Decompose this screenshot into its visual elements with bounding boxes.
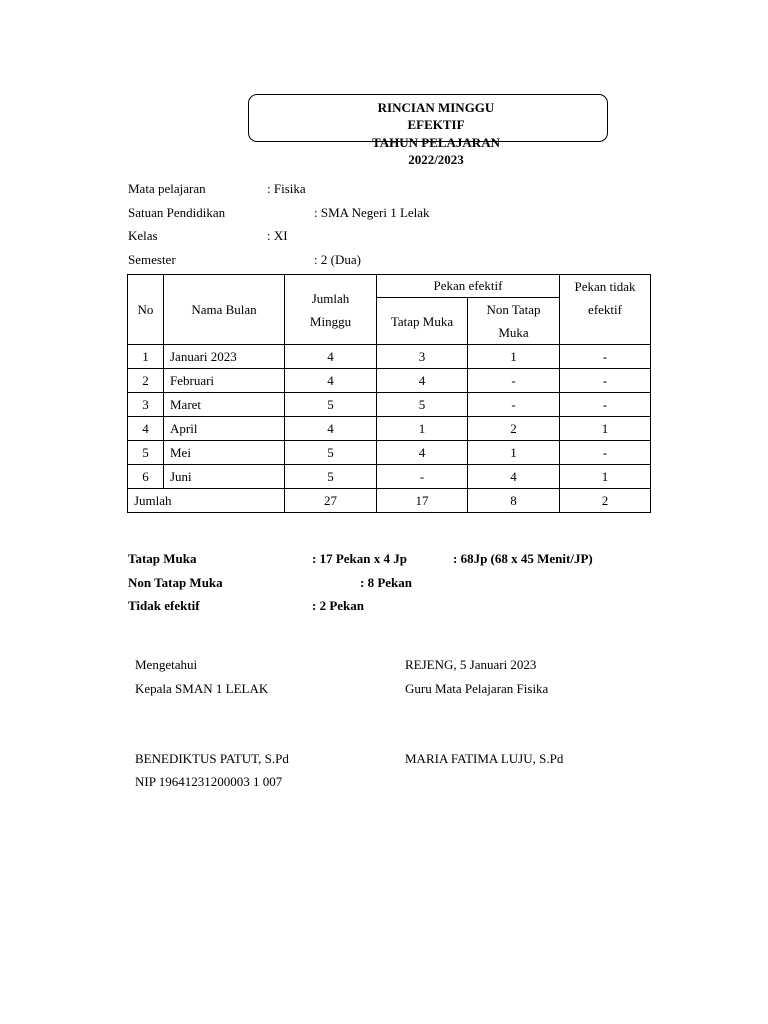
row-face: 5	[377, 393, 468, 417]
sig-left-name: BENEDIKTUS PATUT, S.Pd	[135, 751, 289, 766]
row-month: Mei	[164, 441, 285, 465]
table-row	[128, 417, 651, 441]
sig-left-nip: NIP 19641231200003 1 007	[135, 774, 283, 789]
row-nonface: 1	[468, 441, 560, 465]
sig-right-line1: REJENG, 5 Januari 2023	[405, 657, 537, 672]
school-label: Satuan Pendidikan	[128, 205, 226, 220]
row-no: 5	[128, 441, 164, 465]
row-no: 3	[128, 393, 164, 417]
row-month: Juni	[164, 465, 285, 489]
row-noneff: -	[560, 369, 651, 393]
summary-noneff-value: : 2 Pekan	[312, 598, 364, 613]
class-value: : XI	[267, 228, 288, 243]
row-weeks: 4	[285, 345, 377, 369]
header-effective: Pekan efektif	[377, 275, 560, 298]
table-row	[128, 345, 651, 369]
summary-face-label: Tatap Muka	[128, 551, 197, 566]
summary-face-jp: : 68Jp (68 x 45 Menit/JP)	[453, 551, 593, 566]
row-month: Februari	[164, 369, 285, 393]
row-nonface: 2	[468, 417, 560, 441]
row-face: 3	[377, 345, 468, 369]
row-no: 4	[128, 417, 164, 441]
title-line-2: EFEKTIF	[407, 117, 465, 132]
sig-right-name: MARIA FATIMA LUJU, S.Pd	[405, 751, 564, 766]
semester-value: : 2 (Dua)	[314, 252, 361, 267]
sig-left-line1: Mengetahui	[135, 657, 198, 672]
header-row-1	[128, 275, 651, 298]
row-nonface: -	[468, 369, 560, 393]
row-face: 4	[377, 369, 468, 393]
row-no: 1	[128, 345, 164, 369]
row-nonface: -	[468, 393, 560, 417]
title-line-4: 2022/2023	[408, 152, 464, 167]
row-nonface: 4	[468, 465, 560, 489]
total-weeks: 27	[285, 489, 377, 513]
school-value: : SMA Negeri 1 Lelak	[314, 205, 430, 220]
total-noneff: 2	[560, 489, 651, 513]
header-weeks: Jumlah Minggu	[285, 275, 377, 345]
header-no: No	[128, 275, 164, 345]
header-month: Nama Bulan	[164, 275, 285, 345]
row-month: Januari 2023	[164, 345, 285, 369]
row-noneff: 1	[560, 417, 651, 441]
effective-weeks-table	[127, 274, 651, 513]
summary-face-value: : 17 Pekan x 4 Jp	[312, 551, 407, 566]
sig-left-line2: Kepala SMAN 1 LELAK	[135, 681, 269, 696]
row-nonface: 1	[468, 345, 560, 369]
semester-label: Semester	[128, 252, 176, 267]
row-face: 4	[377, 441, 468, 465]
header-face-to-face: Tatap Muka	[377, 298, 468, 345]
row-weeks: 5	[285, 393, 377, 417]
table-row	[128, 465, 651, 489]
row-weeks: 4	[285, 369, 377, 393]
table-row	[128, 369, 651, 393]
total-nonface: 8	[468, 489, 560, 513]
row-noneff: -	[560, 441, 651, 465]
row-weeks: 5	[285, 465, 377, 489]
summary-nonface-value: : 8 Pekan	[360, 575, 412, 590]
title-line-3: TAHUN PELAJARAN	[372, 135, 500, 150]
row-no: 6	[128, 465, 164, 489]
table-row	[128, 393, 651, 417]
row-no: 2	[128, 369, 164, 393]
row-weeks: 5	[285, 441, 377, 465]
row-face: -	[377, 465, 468, 489]
row-month: Maret	[164, 393, 285, 417]
header-non-face: Non Tatap Muka	[468, 298, 560, 345]
total-row	[128, 489, 651, 513]
summary-noneff-label: Tidak efektif	[128, 598, 200, 613]
row-noneff: 1	[560, 465, 651, 489]
summary-nonface-label: Non Tatap Muka	[128, 575, 223, 590]
row-face: 1	[377, 417, 468, 441]
header-not-effective: Pekan tidak efektif	[560, 275, 651, 345]
title-line-1: RINCIAN MINGGU	[377, 100, 495, 115]
table-row	[128, 441, 651, 465]
row-noneff: -	[560, 393, 651, 417]
row-weeks: 4	[285, 417, 377, 441]
row-month: April	[164, 417, 285, 441]
subject-label: Mata pelajaran	[128, 181, 206, 196]
sig-right-line2: Guru Mata Pelajaran Fisika	[405, 681, 549, 696]
subject-value: : Fisika	[267, 181, 306, 196]
total-label: Jumlah	[128, 489, 285, 513]
row-noneff: -	[560, 345, 651, 369]
class-label: Kelas	[128, 228, 158, 243]
total-face: 17	[377, 489, 468, 513]
